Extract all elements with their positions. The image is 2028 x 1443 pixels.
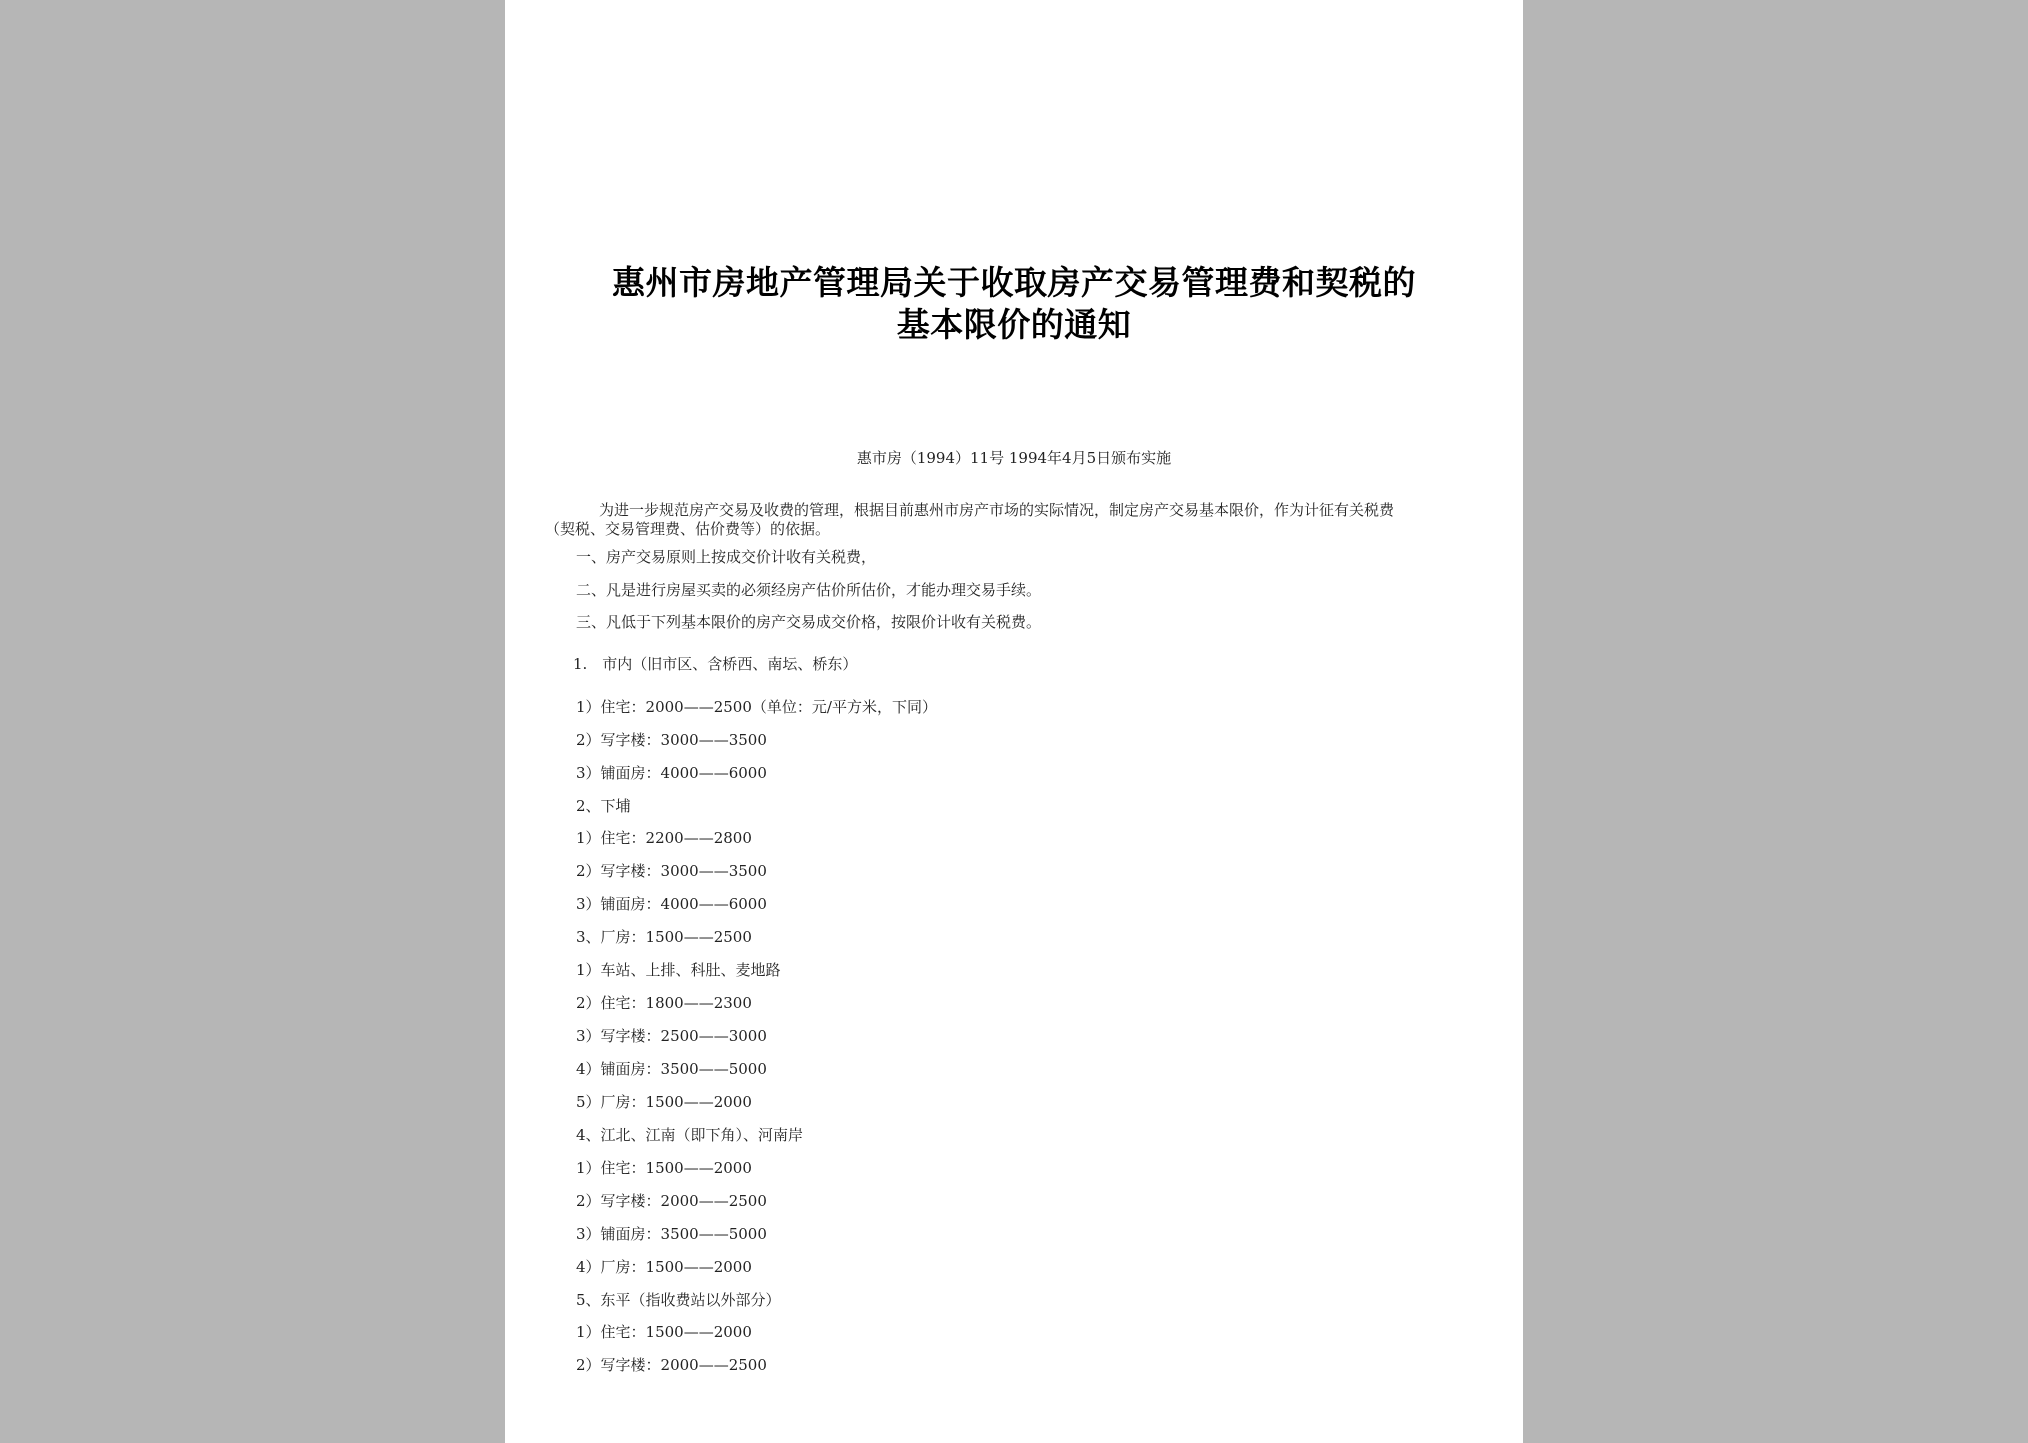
list-item: 1）车站、上排、科肚、麦地路	[576, 961, 781, 979]
list-item: 1）住宅：1500——2000	[576, 1323, 752, 1341]
document-title	[505, 262, 1523, 346]
intro-paragraph	[545, 501, 1515, 539]
list-item: 4）厂房：1500——2000	[576, 1258, 752, 1276]
list-item: 5）厂房：1500——2000	[576, 1093, 752, 1111]
list-item: 2）住宅：1800——2300	[576, 994, 752, 1012]
list-item: 3）写字楼：2500——3000	[576, 1027, 767, 1045]
list-item: 1）住宅：2200——2800	[576, 829, 752, 847]
list-item: 1）住宅：1500——2000	[576, 1159, 752, 1177]
title-line-2: 基本限价的通知	[896, 305, 1132, 344]
list-item: 3）铺面房：4000——6000	[576, 895, 767, 913]
list-item: 3）铺面房：3500——5000	[576, 1225, 767, 1243]
list-item: 4、江北、江南（即下角）、河南岸	[576, 1126, 804, 1144]
list-item: 一、房产交易原则上按成交价计收有关税费，	[576, 548, 877, 566]
list-item: 4）铺面房：3500——5000	[576, 1060, 767, 1078]
list-item: 1. 市内（旧市区、含桥西、南坛、桥东）	[573, 655, 858, 673]
list-item: 二、凡是进行房屋买卖的必须经房产估价所估价，才能办理交易手续。	[576, 581, 1042, 599]
list-item: 2）写字楼：3000——3500	[576, 731, 767, 749]
list-item: 3）铺面房：4000——6000	[576, 764, 767, 782]
list-item: 三、凡低于下列基本限价的房产交易成交价格，按限价计收有关税费。	[576, 613, 1042, 631]
list-item: 2）写字楼：2000——2500	[576, 1356, 767, 1374]
list-item: 2）写字楼：3000——3500	[576, 862, 767, 880]
intro-line-2: （契税、交易管理费、估价费等）的依据。	[545, 520, 831, 538]
list-item: 3、厂房：1500——2500	[576, 928, 752, 946]
document-page	[505, 0, 1523, 1443]
document-number-date: 惠市房（1994）11号 1994年4月5日颁布实施	[856, 449, 1172, 467]
list-item: 2、下埔	[576, 797, 631, 815]
list-item: 2）写字楼：2000——2500	[576, 1192, 767, 1210]
list-item: 1）住宅：2000——2500（单位：元/平方米，下同）	[576, 698, 937, 716]
list-item: 5、东平（指收费站以外部分）	[576, 1291, 781, 1309]
title-line-1: 惠州市房地产管理局关于收取房产交易管理费和契税的	[612, 263, 1416, 302]
intro-line-1: 为进一步规范房产交易及收费的管理，根据目前惠州市房产市场的实际情况，制定房产交易基本限价，作为计征有关税费	[599, 501, 1395, 519]
